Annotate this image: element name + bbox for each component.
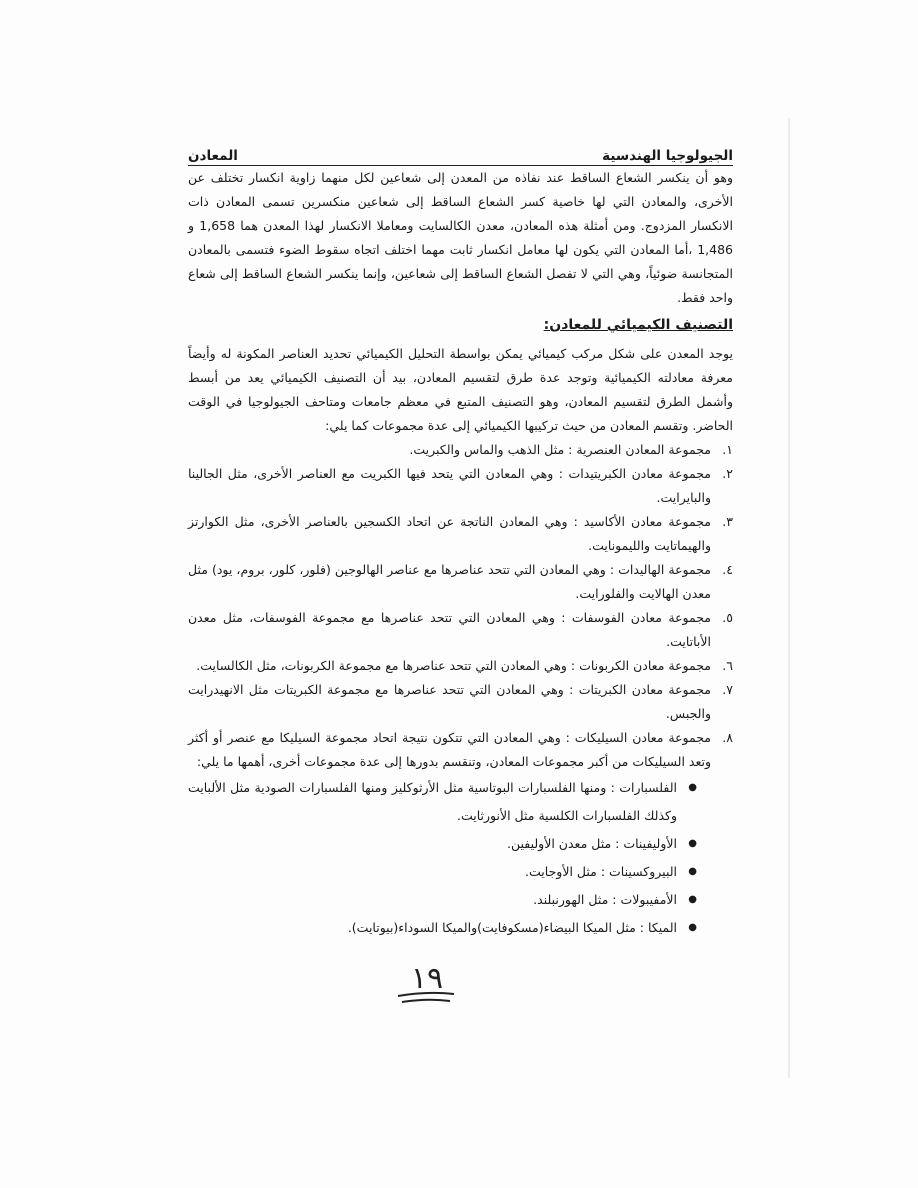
- sub-item-text: الأمفيبولات : مثل الهورنبلند.: [533, 892, 677, 907]
- item-text: مجموعة المعادن العنصرية : مثل الذهب والماس والكبريت.: [409, 442, 711, 457]
- item-text: مجموعة معادن الكبريتات : وهي المعادن التي تتحد عناصرها مع مجموعة الكبريتات مثل الانهيدرايت والجبس.: [188, 682, 711, 721]
- list-item: [188, 678, 733, 726]
- list-item: [188, 510, 733, 558]
- page-header: [188, 148, 733, 166]
- item-number: ١.: [722, 442, 733, 457]
- bullet-icon: ●: [688, 894, 697, 905]
- list-item: [188, 438, 733, 462]
- sub-item-text: الأوليفينات : مثل معدن الأوليفين.: [507, 836, 677, 851]
- sub-list-item: [188, 886, 697, 914]
- page-number-text: ١٩: [410, 961, 444, 996]
- item-text: مجموعة الهاليدات : وهي المعادن التي تتحد عناصرها مع عناصر الهالوجين (فلور، كلور، بروم، يود) مثل معدن الهالايت والفلورايت.: [188, 562, 711, 601]
- list-item: [188, 654, 733, 678]
- handwritten-page-number: [392, 958, 462, 1008]
- item-number: ٤.: [722, 562, 733, 577]
- bullet-icon: ●: [688, 866, 697, 877]
- underline-stroke: [402, 1000, 450, 1002]
- sub-list-item: [188, 858, 697, 886]
- section-paragraph: يوجد المعدن على شكل مركب كيميائي يمكن بواسطة التحليل الكيميائي تحديد العناصر المكونة له وأيضاً معرفة معادلته الكيميائية وتوجد عدة طرق لتقسيم المعادن، بيد أن التصنيف الكيميائي يعد من أبسط وأشمل الطرق لتقسيم المعادن، وهو التصنيف المتبع في معظم جامعات ومتاحف الجيولوجيا في الوقت الحاضر. وتقسم المعادن من حيث تركيبها الكيميائي إلى عدة مجموعات كما يلي:: [188, 346, 733, 433]
- item-number: ٥.: [722, 610, 733, 625]
- item-text: مجموعة معادن السيليكات : وهي المعادن التي تتكون نتيجة اتحاد مجموعة السيليكا مع عنصر أو أكثر وتعد السيليكات من أكبر مجموعات المعادن، وتنقسم بدورها إلى عدة مجموعات أخرى، أهمها ما يلي:: [188, 730, 711, 769]
- item-number: ٦.: [722, 658, 733, 673]
- sub-list-item: [188, 914, 697, 942]
- header-chapter: المعادن: [188, 148, 238, 164]
- item-number: ٢.: [722, 466, 733, 481]
- item-text: مجموعة معادن الكبريتيدات : وهي المعادن التي يتحد فيها الكبريت مع العناصر الأخرى، مثل الجالينا والبايرايت.: [188, 466, 711, 505]
- item-text: مجموعة معادن الكربونات : وهي المعادن التي تتحد عناصرها مع مجموعة الكربونات، مثل الكالسايت.: [196, 658, 711, 673]
- silicate-subgroups-list: [188, 774, 733, 942]
- list-item: [188, 558, 733, 606]
- bullet-icon: ●: [688, 838, 697, 849]
- list-item: [188, 606, 733, 654]
- intro-paragraph: وهو أن ينكسر الشعاع الساقط عند نفاذه من المعدن إلى شعاعين لكل منهما زاوية انكسار تختلف عن الأخرى، والمعادن التي لها خاصية كسر الشعاع الساقط إلى شعاعين منكسرين تسمى المعادن ذات الانكسار المزدوج. ومن أمثلة هذه المعادن، معدن الكالسايت ومعاملا الانكسار لهذا المعدن هما 1,658 و 1,486 ،أما المعادن التي يكون لها معامل انكسار ثابت مهما اختلف اتجاه سقوط الضوء فتسمى بالمعادن المتجانسة ضوئياً، وهي التي لا تفصل الشعاع الساقط إلى شعاعين، وإنما ينكسر الشعاع الساقط إلى شعاع واحد فقط.: [188, 170, 733, 305]
- sub-item-text: الفلسبارات : ومنها الفلسبارات البوتاسية مثل الأرثوكليز ومنها الفلسبارات الصودية مثل الألبايت وكذلك الفلسبارات الكلسية مثل الأنورثايت.: [188, 780, 677, 823]
- mineral-groups-list: [188, 438, 733, 774]
- bullet-icon: ●: [688, 922, 697, 933]
- item-number: ٣.: [722, 514, 733, 529]
- page-content: [188, 148, 733, 942]
- item-number: ٨.: [722, 730, 733, 745]
- sub-item-text: البيروكسينات : مثل الأوجايت.: [525, 864, 677, 879]
- item-number: ٧.: [722, 682, 733, 697]
- item-text: مجموعة معادن الأكاسيد : وهي المعادن الناتجة عن اتحاد الكسجين بالعناصر الأخرى، مثل الكوارتز والهيماتايت والليمونايت.: [188, 514, 711, 553]
- sub-list-item: [188, 830, 697, 858]
- section-title: التصنيف الكيميائي للمعادن:: [543, 317, 733, 333]
- sub-item-text: الميكا : مثل الميكا البيضاء(مسكوفايت)والميكا السوداء(بيوتايت).: [347, 920, 677, 935]
- bullet-icon: ●: [688, 782, 697, 793]
- paper-edge: [788, 118, 790, 1078]
- sub-list-item: [188, 774, 697, 830]
- list-item: [188, 462, 733, 510]
- header-title: الجيولوجيا الهندسية: [602, 148, 733, 164]
- item-text: مجموعة معادن الفوسفات : وهي المعادن التي تتحد عناصرها مع مجموعة الفوسفات، مثل معدن الأباتايت.: [188, 610, 711, 649]
- list-item: [188, 726, 733, 774]
